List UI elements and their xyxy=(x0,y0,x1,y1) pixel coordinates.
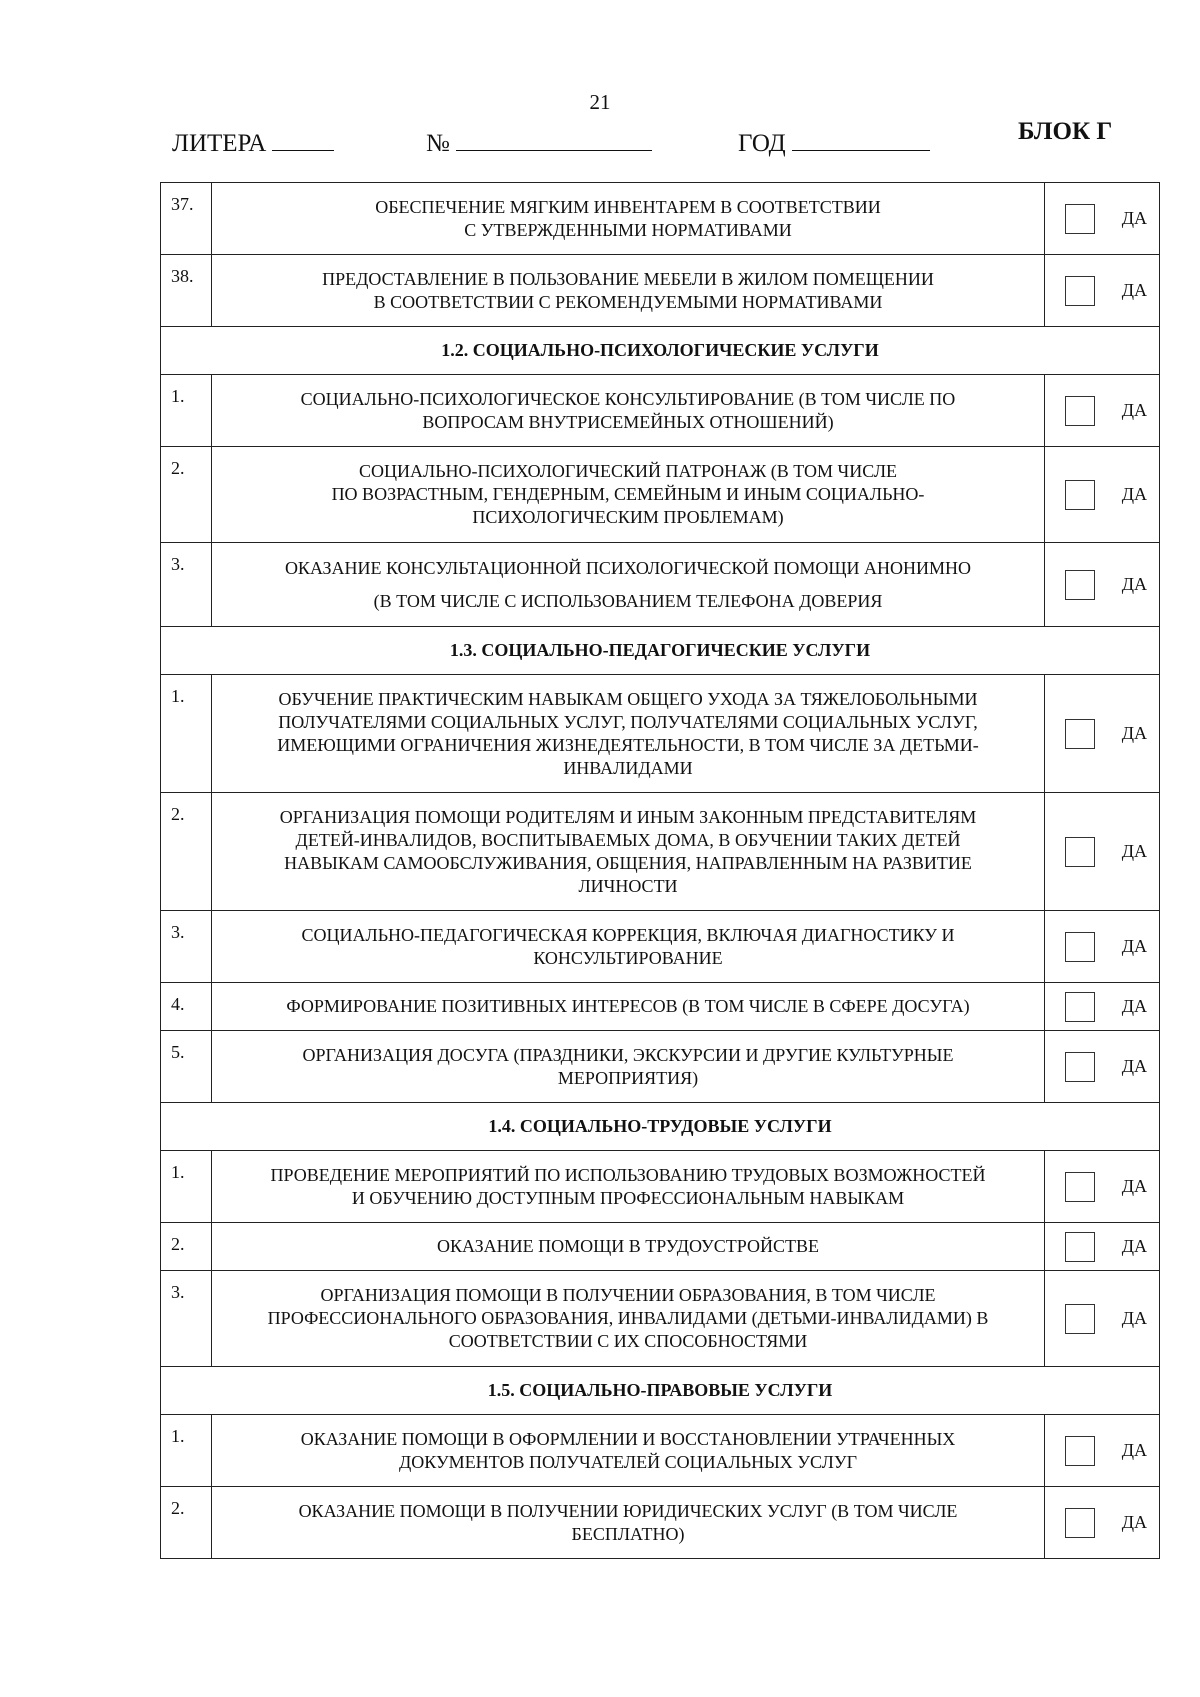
row-number: 2. xyxy=(161,793,212,911)
year-field xyxy=(738,128,930,158)
yes-label: ДА xyxy=(1121,1308,1147,1328)
section-header-row xyxy=(161,1367,1160,1415)
yes-label: ДА xyxy=(1121,1512,1147,1532)
year-input-line[interactable] xyxy=(792,128,930,151)
table-row xyxy=(161,983,1160,1031)
yes-checkbox[interactable] xyxy=(1065,1172,1095,1202)
yes-label: ДА xyxy=(1121,1176,1147,1196)
section-title: 1.2. СОЦИАЛЬНО-ПСИХОЛОГИЧЕСКИЕ УСЛУГИ xyxy=(161,327,1160,375)
description-line: СОЦИАЛЬНО-ПЕДАГОГИЧЕСКАЯ КОРРЕКЦИЯ, ВКЛЮЧАЯ ДИАГНОСТИКУ И xyxy=(301,924,955,945)
yes-label: ДА xyxy=(1121,1056,1147,1076)
table-row xyxy=(161,1151,1160,1223)
service-description xyxy=(212,1415,1045,1487)
yes-cell xyxy=(1045,1487,1160,1559)
yes-cell xyxy=(1045,793,1160,911)
service-description xyxy=(212,983,1045,1031)
description-line: ИНВАЛИДАМИ xyxy=(563,757,693,778)
service-description xyxy=(212,543,1045,627)
service-description xyxy=(212,1271,1045,1367)
description-line: ДЕТЕЙ-ИНВАЛИДОВ, ВОСПИТЫВАЕМЫХ ДОМА, В ОБУЧЕНИИ ТАКИХ ДЕТЕЙ xyxy=(295,829,961,850)
description-line: ЛИЧНОСТИ xyxy=(578,875,678,896)
table-row xyxy=(161,911,1160,983)
yes-cell xyxy=(1045,911,1160,983)
description-line: ОРГАНИЗАЦИЯ ПОМОЩИ В ПОЛУЧЕНИИ ОБРАЗОВАНИЯ, В ТОМ ЧИСЛЕ xyxy=(320,1285,936,1305)
row-number: 1. xyxy=(161,375,212,447)
service-description xyxy=(212,1151,1045,1223)
description-line: С УТВЕРЖДЕННЫМИ НОРМАТИВАМИ xyxy=(464,219,792,240)
service-description xyxy=(212,1223,1045,1271)
yes-checkbox[interactable] xyxy=(1065,992,1095,1022)
section-title: 1.3. СОЦИАЛЬНО-ПЕДАГОГИЧЕСКИЕ УСЛУГИ xyxy=(161,627,1160,675)
yes-cell xyxy=(1045,447,1160,543)
service-description xyxy=(212,793,1045,911)
yes-cell xyxy=(1045,1151,1160,1223)
yes-cell xyxy=(1045,543,1160,627)
description-line: ФОРМИРОВАНИЕ ПОЗИТИВНЫХ ИНТЕРЕСОВ (В ТОМ ЧИСЛЕ В СФЕРЕ ДОСУГА) xyxy=(286,996,970,1016)
description-line: И ОБУЧЕНИЮ ДОСТУПНЫМ ПРОФЕССИОНАЛЬНЫМ НАВЫКАМ xyxy=(351,1187,905,1208)
yes-checkbox[interactable] xyxy=(1065,1232,1095,1262)
description-line: МЕРОПРИЯТИЯ) xyxy=(557,1067,699,1088)
service-description xyxy=(212,447,1045,543)
table-row xyxy=(161,793,1160,911)
service-description xyxy=(212,675,1045,793)
description-line: ОКАЗАНИЕ КОНСУЛЬТАЦИОННОЙ ПСИХОЛОГИЧЕСКОЙ ПОМОЩИ АНОНИМНО xyxy=(284,557,972,578)
yes-checkbox[interactable] xyxy=(1065,1508,1095,1538)
yes-checkbox[interactable] xyxy=(1065,570,1095,600)
yes-checkbox[interactable] xyxy=(1065,719,1095,749)
section-header-row xyxy=(161,327,1160,375)
section-header-row xyxy=(161,627,1160,675)
description-line: (В ТОМ ЧИСЛЕ С ИСПОЛЬЗОВАНИЕМ ТЕЛЕФОНА ДОВЕРИЯ xyxy=(373,590,883,611)
row-number: 2. xyxy=(161,1487,212,1559)
service-description xyxy=(212,183,1045,255)
yes-label: ДА xyxy=(1121,484,1147,504)
yes-checkbox[interactable] xyxy=(1065,932,1095,962)
description-line: ИМЕЮЩИМИ ОГРАНИЧЕНИЯ ЖИЗНЕДЕЯТЕЛЬНОСТИ, В ТОМ ЧИСЛЕ ЗА ДЕТЬМИ- xyxy=(277,734,979,755)
yes-cell xyxy=(1045,183,1160,255)
yes-label: ДА xyxy=(1121,936,1147,956)
description-line: ПОЛУЧАТЕЛЯМИ СОЦИАЛЬНЫХ УСЛУГ, ПОЛУЧАТЕЛЯМИ СОЦИАЛЬНЫХ УСЛУГ, xyxy=(278,711,978,732)
services-table xyxy=(160,182,1160,1559)
yes-cell xyxy=(1045,255,1160,327)
yes-label: ДА xyxy=(1121,1236,1147,1256)
table-row xyxy=(161,255,1160,327)
row-number: 2. xyxy=(161,1223,212,1271)
year-label: ГОД xyxy=(738,130,786,157)
yes-checkbox[interactable] xyxy=(1065,396,1095,426)
row-number: 1. xyxy=(161,1415,212,1487)
description-line: ОРГАНИЗАЦИЯ ПОМОЩИ РОДИТЕЛЯМ И ИНЫМ ЗАКОННЫМ ПРЕДСТАВИТЕЛЯМ xyxy=(279,806,977,827)
yes-label: ДА xyxy=(1121,841,1147,861)
yes-checkbox[interactable] xyxy=(1065,1052,1095,1082)
litera-input-line[interactable] xyxy=(272,128,334,151)
litera-field xyxy=(172,128,334,158)
row-number: 3. xyxy=(161,543,212,627)
row-number: 37. xyxy=(161,183,212,255)
row-number: 1. xyxy=(161,1151,212,1223)
yes-label: ДА xyxy=(1121,208,1147,228)
litera-label: ЛИТЕРА xyxy=(172,130,267,157)
description-line: ОКАЗАНИЕ ПОМОЩИ В ОФОРМЛЕНИИ И ВОССТАНОВЛЕНИИ УТРАЧЕННЫХ xyxy=(300,1428,956,1449)
description-line: НАВЫКАМ САМООБСЛУЖИВАНИЯ, ОБЩЕНИЯ, НАПРАВЛЕННЫМ НА РАЗВИТИЕ xyxy=(284,852,972,873)
table-row xyxy=(161,1271,1160,1367)
yes-checkbox[interactable] xyxy=(1065,480,1095,510)
description-line: СОЦИАЛЬНО-ПСИХОЛОГИЧЕСКИЙ ПАТРОНАЖ (В ТОМ ЧИСЛЕ xyxy=(358,461,898,481)
yes-checkbox[interactable] xyxy=(1065,1436,1095,1466)
table-row xyxy=(161,675,1160,793)
description-line: ОКАЗАНИЕ ПОМОЩИ В ТРУДОУСТРОЙСТВЕ xyxy=(437,1236,819,1256)
service-description xyxy=(212,1487,1045,1559)
table-row xyxy=(161,375,1160,447)
table-row xyxy=(161,1415,1160,1487)
service-description xyxy=(212,375,1045,447)
description-line: СОЦИАЛЬНО-ПСИХОЛОГИЧЕСКОЕ КОНСУЛЬТИРОВАНИЕ (В ТОМ ЧИСЛЕ ПО xyxy=(300,388,956,409)
number-label: № xyxy=(426,130,450,157)
section-title: 1.4. СОЦИАЛЬНО-ТРУДОВЫЕ УСЛУГИ xyxy=(161,1103,1160,1151)
service-description xyxy=(212,255,1045,327)
yes-cell xyxy=(1045,1031,1160,1103)
description-line: ПСИХОЛОГИЧЕСКИМ ПРОБЛЕМАМ) xyxy=(472,507,784,527)
table-row xyxy=(161,543,1160,627)
description-line: БЕСПЛАТНО) xyxy=(571,1523,685,1544)
row-number: 5. xyxy=(161,1031,212,1103)
description-line: ОКАЗАНИЕ ПОМОЩИ В ПОЛУЧЕНИИ ЮРИДИЧЕСКИХ УСЛУГ (В ТОМ ЧИСЛЕ xyxy=(298,1500,958,1521)
description-line: В СООТВЕТСТВИИ С РЕКОМЕНДУЕМЫМИ НОРМАТИВАМИ xyxy=(373,291,883,312)
description-line: КОНСУЛЬТИРОВАНИЕ xyxy=(533,947,723,968)
yes-checkbox[interactable] xyxy=(1065,1304,1095,1334)
yes-label: ДА xyxy=(1121,400,1147,420)
table-row xyxy=(161,183,1160,255)
description-line: ПРОВЕДЕНИЕ МЕРОПРИЯТИЙ ПО ИСПОЛЬЗОВАНИЮ ТРУДОВЫХ ВОЗМОЖНОСТЕЙ xyxy=(270,1164,986,1185)
description-line: ПРЕДОСТАВЛЕНИЕ В ПОЛЬЗОВАНИЕ МЕБЕЛИ В ЖИЛОМ ПОМЕЩЕНИИ xyxy=(322,268,934,289)
yes-checkbox[interactable] xyxy=(1065,204,1095,234)
yes-cell xyxy=(1045,1271,1160,1367)
service-description xyxy=(212,1031,1045,1103)
description-line: ВОПРОСАМ ВНУТРИСЕМЕЙНЫХ ОТНОШЕНИЙ) xyxy=(422,411,834,432)
number-field xyxy=(426,128,652,158)
row-number: 3. xyxy=(161,1271,212,1367)
table-row xyxy=(161,447,1160,543)
description-line: ПО ВОЗРАСТНЫМ, ГЕНДЕРНЫМ, СЕМЕЙНЫМ И ИНЫМ СОЦИАЛЬНО- xyxy=(331,484,925,504)
row-number: 2. xyxy=(161,447,212,543)
yes-checkbox[interactable] xyxy=(1065,276,1095,306)
number-input-line[interactable] xyxy=(456,128,652,151)
block-title: БЛОК Г xyxy=(1018,118,1113,145)
row-number: 1. xyxy=(161,675,212,793)
description-line: ОБУЧЕНИЕ ПРАКТИЧЕСКИМ НАВЫКАМ ОБЩЕГО УХОДА ЗА ТЯЖЕЛОБОЛЬНЫМИ xyxy=(278,688,978,709)
form-header xyxy=(172,128,1132,168)
yes-label: ДА xyxy=(1121,280,1147,300)
yes-label: ДА xyxy=(1121,574,1147,594)
service-description xyxy=(212,911,1045,983)
table-row xyxy=(161,1223,1160,1271)
yes-checkbox[interactable] xyxy=(1065,837,1095,867)
table-row xyxy=(161,1487,1160,1559)
description-line: ДОКУМЕНТОВ ПОЛУЧАТЕЛЕЙ СОЦИАЛЬНЫХ УСЛУГ xyxy=(399,1451,857,1472)
yes-label: ДА xyxy=(1121,1440,1147,1460)
row-number: 3. xyxy=(161,911,212,983)
row-number: 4. xyxy=(161,983,212,1031)
row-number: 38. xyxy=(161,255,212,327)
section-header-row xyxy=(161,1103,1160,1151)
yes-cell xyxy=(1045,1223,1160,1271)
description-line: ПРОФЕССИОНАЛЬНОГО ОБРАЗОВАНИЯ, ИНВАЛИДАМИ (ДЕТЬМИ-ИНВАЛИДАМИ) В xyxy=(267,1308,989,1328)
description-line: СООТВЕТСТВИИ С ИХ СПОСОБНОСТЯМИ xyxy=(448,1331,808,1351)
description-line: ОРГАНИЗАЦИЯ ДОСУГА (ПРАЗДНИКИ, ЭКСКУРСИИ И ДРУГИЕ КУЛЬТУРНЫЕ xyxy=(302,1044,954,1065)
yes-cell xyxy=(1045,375,1160,447)
table-row xyxy=(161,1031,1160,1103)
description-line: ОБЕСПЕЧЕНИЕ МЯГКИМ ИНВЕНТАРЕМ В СООТВЕТСТВИИ xyxy=(375,196,881,217)
section-title: 1.5. СОЦИАЛЬНО-ПРАВОВЫЕ УСЛУГИ xyxy=(161,1367,1160,1415)
page-number: 21 xyxy=(589,90,611,114)
yes-label: ДА xyxy=(1121,996,1147,1016)
yes-cell xyxy=(1045,983,1160,1031)
yes-label: ДА xyxy=(1121,723,1147,743)
yes-cell xyxy=(1045,675,1160,793)
yes-cell xyxy=(1045,1415,1160,1487)
